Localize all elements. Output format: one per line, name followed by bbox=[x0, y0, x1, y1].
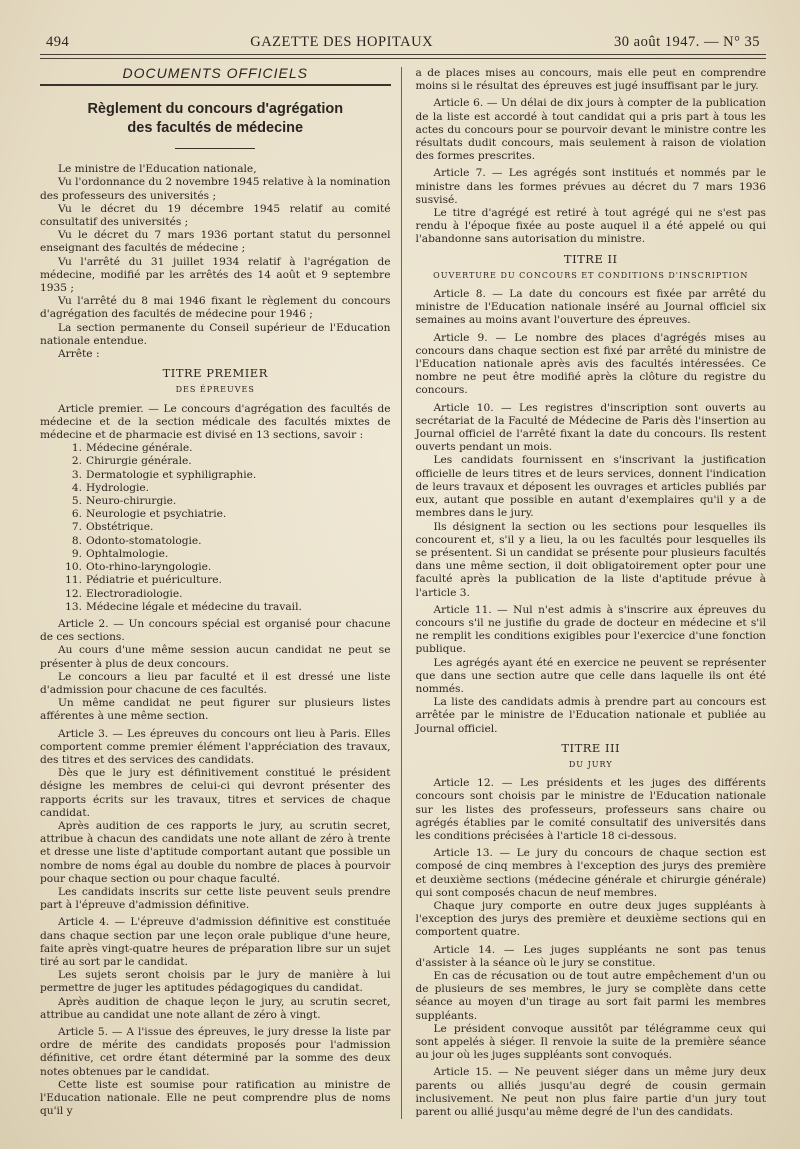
page-header bbox=[40, 34, 766, 55]
paragraph: La liste des candidats admis à prendre part au concours est arrêtée par le ministre de l'Education nationale et publiée au Journal officiel. bbox=[415, 696, 766, 735]
paragraph: La section permanente du Conseil supérieur de l'Education nationale entendue. bbox=[40, 321, 391, 347]
list-item: 5. Neuro-chirurgie. bbox=[71, 495, 177, 508]
titre-ii: TITRE II bbox=[563, 251, 618, 266]
list-item: 7. Obstétrique. bbox=[71, 521, 154, 534]
paragraph: Arrête : bbox=[58, 348, 100, 361]
list-item: 11. Pédiatrie et puériculture. bbox=[65, 574, 222, 587]
title-rule bbox=[175, 148, 255, 149]
main-title bbox=[40, 100, 391, 138]
paragraph: Article 9. — Le nombre des places d'agrégés mises au concours dans chaque section est fixé par arrêté du ministre de l'Education nationale après avis des facultés intéressées. Ce nombre ne peut être modifié après la clôture du registre du concours. bbox=[415, 331, 766, 397]
titre-iii-subtitle: DU JURY bbox=[568, 759, 613, 769]
columns bbox=[40, 67, 766, 1119]
paragraph: Article 2. — Un concours spécial est organisé pour chacune de ces sections. bbox=[40, 617, 391, 644]
paragraph: Un même candidat ne peut figurer sur plusieurs listes afférentes à une même section. bbox=[40, 697, 391, 723]
paragraph: Article 6. — Un délai de dix jours à compter de la publication de la liste est accordé à tout candidat qui a pris part à tous les actes du concours pour se pourvoir devant le ministre contre les résultats dudit concours, mais seulement à raison de violation des formes prescrites. bbox=[415, 97, 766, 163]
paragraph: Après audition de chaque leçon le jury, au scrutin secret, attribue au candidat une note allant de zéro à vingt. bbox=[40, 995, 391, 1021]
main-title-line2: des facultés de médecine bbox=[127, 120, 304, 137]
paragraph: Vu le décret du 19 décembre 1945 relatif au comité consultatif des universités ; bbox=[40, 202, 391, 229]
preamble bbox=[40, 163, 391, 361]
paragraph: Vu l'arrêté du 8 mai 1946 fixant le règlement du concours d'agrégation des facultés de médecine pour 1946 ; bbox=[40, 295, 391, 321]
paragraph: Article 8. — La date du concours est fixée par arrêté du ministre de l'Education nationale inséré au Journal officiel six semaines au moins avant l'ouverture des épreuves. bbox=[415, 288, 766, 327]
titre-premier: TITRE PREMIER bbox=[162, 366, 268, 381]
paragraph: Article 7. — Les agrégés sont institués et nommés par le ministre dans les formes prévues au décret du 7 mars 1936 susvisé. bbox=[415, 167, 766, 206]
list-item: 10. Oto-rhino-laryngologie. bbox=[65, 561, 212, 574]
paragraph: Dès que le jury est définitivement constitué le président désigne les membres de celui-ci qui devront présenter des rapports écrits sur les travaux, titres et services de chaque candidat. bbox=[40, 767, 391, 819]
section-title: DOCUMENTS OFFICIELS bbox=[40, 67, 391, 86]
titre-premier-subtitle: DES ÉPREUVES bbox=[175, 385, 255, 395]
paragraph: Vu l'ordonnance du 2 novembre 1945 relative à la nomination des professeurs des universités ; bbox=[40, 176, 391, 202]
main-title-line1: Règlement du concours d'agrégation bbox=[87, 101, 344, 118]
list-item: 8. Odonto-stomatologie. bbox=[71, 534, 202, 547]
paragraph: Vu l'arrêté du 31 juillet 1934 relatif à l'agrégation de médecine, modifié par les arrêtés des 14 août et 9 septembre 1935 ; bbox=[40, 255, 391, 295]
paragraph: Après audition de ces rapports le jury, au scrutin secret, attribue à chacun des candidats une note allant de zéro à trente et dresse une liste d'aptitude comportant autant que possible un nombre de noms égal au double du nombre de places à pourvoir pour chaque section ou pour chaque faculté. bbox=[40, 819, 391, 885]
paragraph: Article 15. — Ne peuvent siéger dans un même jury deux parents ou alliés jusqu'au degré de cousin germain inclusivement. Ne peut non plus faire partie d'un jury tout parent ou allié jusqu'au même degré de l'un des candidats. bbox=[415, 1066, 766, 1119]
titre-ii-subtitle: OUVERTURE DU CONCOURS ET CONDITIONS D'INSCRIPTION bbox=[433, 270, 749, 280]
page-number: 494 bbox=[46, 34, 70, 50]
paragraph: Le président convoque aussitôt par télégramme ceux qui sont appelés à siéger. Il renvoie la suite de la première séance au jour où les juges suppléants sont convoqués. bbox=[415, 1022, 766, 1062]
list-item: 6. Neurologie et psychiatrie. bbox=[71, 508, 227, 521]
right-column bbox=[402, 67, 767, 1119]
paragraph: Vu le décret du 7 mars 1936 portant statut du personnel enseignant des facultés de médecine ; bbox=[40, 229, 391, 255]
journal-title: GAZETTE DES HOPITAUX bbox=[250, 34, 434, 50]
list-item: 2. Chirurgie générale. bbox=[71, 455, 192, 468]
paragraph: a de places mises au concours, mais elle peut en comprendre moins si le résultat des épreuves est jugé insuffisant par le jury. bbox=[415, 67, 766, 93]
articles-5-7 bbox=[416, 67, 767, 247]
titre-iii: TITRE III bbox=[561, 740, 621, 755]
paragraph: Article 12. — Les présidents et les juges des différents concours sont choisis par le ministre de l'Education nationale sur les listes des professeurs, professeurs sans chaire ou agrégés établies par le comité consultatif des universités dans les conditions précisées à l'article 18 ci-dessous. bbox=[415, 777, 766, 842]
paragraph: En cas de récusation ou de tout autre empêchement d'un ou de plusieurs de ses membres, le jury se complète dans cette séance au moyen d'un tirage au sort fait parmi les membres suppléants. bbox=[415, 970, 766, 1022]
paragraph: Le concours a lieu par faculté et il est dressé une liste d'admission pour chacune de ces facultés. bbox=[40, 670, 391, 696]
paragraph: Les candidats inscrits sur cette liste peuvent seuls prendre part à l'épreuve d'admission définitive. bbox=[40, 885, 391, 912]
paragraph: Ils désignent la section ou les sections pour lesquelles ils concourent et, s'il y a lieu, la ou les facultés pour lesquelles ils se présentent. Si un candidat se présente pour plusieurs facultés dans une même section, il doit obligatoirement opter pour une faculté après la publication de la liste d'aptitude prévue à l'article 3. bbox=[415, 520, 766, 599]
paragraph: Cette liste est soumise pour ratification au ministre de l'Education nationale. Elle ne peut comprendre plus de noms qu'il y bbox=[40, 1078, 391, 1118]
paragraph: Le titre d'agrégé est retiré à tout agrégé qui ne s'est pas rendu à l'époque fixée au poste auquel il a été appelé ou qui l'abandonne sans autorisation du ministre. bbox=[415, 207, 766, 246]
paragraph: Au cours d'une même session aucun candidat ne peut se présenter à plus de deux concours. bbox=[40, 644, 391, 670]
list-item: 9. Ophtalmologie. bbox=[71, 547, 169, 560]
issue-date: 30 août 1947. — N° 35 bbox=[614, 34, 760, 50]
article-1: Article premier. — Le concours d'agrégation des facultés de médecine et de la section médicale des facultés mixtes de médecine et de pharmacie est divisé en 13 sections, savoir : bbox=[40, 402, 391, 442]
list-item: 12. Electroradiologie. bbox=[65, 587, 183, 600]
paragraph: Le ministre de l'Education nationale, bbox=[58, 163, 257, 176]
articles-2-5 bbox=[40, 618, 391, 1119]
header-rule bbox=[40, 55, 766, 59]
paragraph: Article 3. — Les épreuves du concours ont lieu à Paris. Elles comportent comme premier élément l'appréciation des travaux, des titres et des services des candidats. bbox=[40, 727, 391, 766]
paragraph: Article 11. — Nul n'est admis à s'inscrire aux épreuves du concours s'il ne justifie du grade de docteur en médecine et s'il ne remplit les conditions exigibles pour l'exercice d'une fonction publique. bbox=[415, 603, 766, 656]
list-item: 1. Médecine générale. bbox=[71, 442, 193, 455]
articles-12-15 bbox=[416, 777, 767, 1119]
sections-list bbox=[40, 442, 391, 614]
list-item: 13. Médecine légale et médecine du travail. bbox=[65, 600, 302, 613]
articles-8-11 bbox=[416, 288, 767, 736]
paragraph: Article 13. — Le jury du concours de chaque section est composé de cinq membres à l'exception des jurys des première et deuxième sections (médecine générale et chirurgie générale) qui sont composés chacun de neuf membres. bbox=[415, 847, 766, 899]
paragraph: Article 10. — Les registres d'inscription sont ouverts au secrétariat de la Faculté de Médecine de Paris dès l'insertion au Journal officiel de l'arrêté fixant la date du concours. Ils restent ouverts pendant un mois. bbox=[415, 401, 766, 454]
paragraph: Les candidats fournissent en s'inscrivant la justification officielle de leurs titres et de leurs services, donnent l'indication de leurs travaux et déposent les ouvrages et articles publiés par eux, autant que possible en autant d'exemplaires qu'il y a de membres dans le jury. bbox=[415, 454, 766, 520]
paragraph: Chaque jury comporte en outre deux juges suppléants à l'exception des jurys des première et deuxième sections qui en comportent quatre. bbox=[415, 899, 766, 939]
paragraph: Article 4. — L'épreuve d'admission définitive est constituée dans chaque section par une leçon orale publique d'une heure, faite après vingt-quatre heures de préparation libre sur un sujet tiré au sort par le candidat. bbox=[40, 916, 391, 968]
paragraph: Article 5. — A l'issue des épreuves, le jury dresse la liste par ordre de mérite des candidats proposés pour l'admission définitive, cet ordre étant déterminé par la somme des deux notes obtenues par le candidat. bbox=[40, 1026, 391, 1078]
left-column bbox=[40, 67, 402, 1119]
list-item: 3. Dermatologie et syphiligraphie. bbox=[71, 468, 257, 481]
paragraph: Article 14. — Les juges suppléants ne sont pas tenus d'assister à la séance où le jury se constitue. bbox=[415, 943, 766, 969]
list-item: 4. Hydrologie. bbox=[71, 481, 150, 494]
paragraph: Les sujets seront choisis par le jury de manière à lui permettre de juger les aptitudes pédagogiques du candidat. bbox=[40, 969, 391, 995]
paragraph: Les agrégés ayant été en exercice ne peuvent se représenter que dans une section autre que celle dans laquelle ils ont été nommés. bbox=[415, 656, 766, 695]
